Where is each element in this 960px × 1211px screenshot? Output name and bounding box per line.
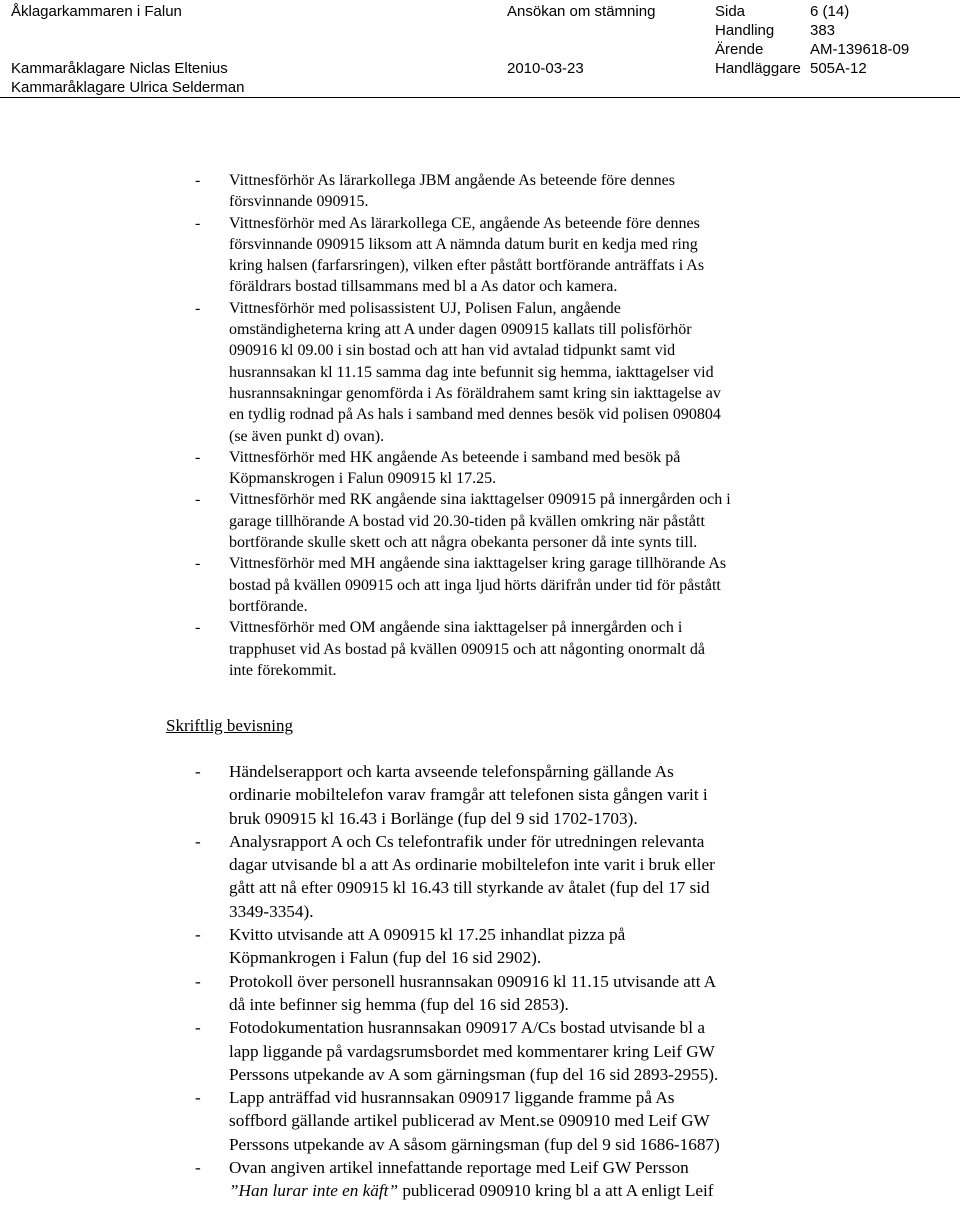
list-item <box>195 923 835 970</box>
list-dash: - <box>195 555 201 573</box>
item-line: (se även punkt d) ovan). <box>229 427 385 445</box>
list-item <box>195 617 835 681</box>
item-line: Vittnesförhör med polisassistent UJ, Polisen Falun, angående <box>229 299 621 317</box>
item-line: Köpmanskrogen i Falun 090915 kl 17.25. <box>229 470 497 488</box>
item-line: gått att nå efter 090915 kl 16.43 till styrkande av åtalet (fup del 17 sid <box>229 878 710 898</box>
item-line: Vittnesförhör med OM angående sina iakttagelser på innergården och i <box>229 619 683 637</box>
item-line: Vittnesförhör med RK angående sina iakttagelser 090915 på innergården och i <box>229 491 731 509</box>
item-line: Lapp anträffad vid husrannsakan 090917 liggande framme på As <box>229 1088 675 1108</box>
list-item <box>195 447 835 490</box>
item-line: Vittnesförhör med HK angående As beteende i samband med besök på <box>229 448 681 466</box>
item-line: husrannsakan kl 11.15 samma dag inte befunnit sig hemma, iakttagelser vid <box>229 363 714 381</box>
item-line: Protokoll över personell husrannsakan 090916 kl 11.15 utvisande att A <box>229 971 717 991</box>
item-line: bortförande skulle skett och att några obekanta personer då inte synts till. <box>229 534 698 552</box>
document-header <box>0 0 960 98</box>
item-line: 090916 kl 09.00 i sin bostad och att han vid avtalad tidpunkt samt vid <box>229 342 676 360</box>
list-dash: - <box>195 619 201 637</box>
handlaggare-label: Handläggare <box>715 60 801 77</box>
item-line: föräldrars bostad tillsammans med bl a As dator och kamera. <box>229 278 618 296</box>
item-line: Perssons utpekande av A såsom gärningsman (fup del 9 sid 1686-1687) <box>229 1134 720 1154</box>
handlaggare-value: 505A-12 <box>810 60 867 77</box>
list-item <box>195 1016 835 1086</box>
written-evidence-heading: Skriftlig bevisning <box>166 716 294 735</box>
list-dash: - <box>195 1158 201 1178</box>
item-line: då inte befinner sig hemma (fup del 16 sid 2853). <box>229 994 569 1014</box>
header-divider <box>0 97 960 98</box>
item-line: försvinnande 090915. <box>229 193 369 211</box>
list-item <box>195 213 835 298</box>
item-line: husrannsakningar genomförda i As föräldrahem samt kring sin iakttagelse av <box>229 384 721 402</box>
list-item <box>195 970 835 1017</box>
item-line: Vittnesförhör As lärarkollega JBM angående As beteende före dennes <box>229 172 676 189</box>
item-line: lapp liggande på vardagsrumsbordet med kommentarer kring Leif GW <box>229 1041 715 1061</box>
handling-value: 383 <box>810 22 836 39</box>
item-line: omständigheterna kring att A under dagen 090915 kallats till polisförhör <box>229 321 692 339</box>
list-dash: - <box>195 925 201 945</box>
item-line: trapphuset vid As bostad på kvällen 090915 och att någonting onormalt då <box>229 640 705 658</box>
list-dash: - <box>195 1088 201 1108</box>
item-line: Vittnesförhör med As lärarkollega CE, angående As beteende före dennes <box>229 214 700 232</box>
page-number: 6 (14) <box>810 3 850 20</box>
item-line: Ovan angiven artikel innefattande reportage med Leif GW Persson <box>229 1158 689 1178</box>
arende-value: AM-139618-09 <box>810 41 910 58</box>
list-dash: - <box>195 831 201 851</box>
list-dash: - <box>195 971 201 991</box>
item-line: försvinnande 090915 liksom att A nämnda datum burit en kedja med ring <box>229 235 698 253</box>
item-line: bostad på kvällen 090915 och att inga ljud hörts därifrån under tid för påstått <box>229 576 721 594</box>
prosecutor-2: Kammaråklagare Ulrica Selderman <box>11 79 245 96</box>
item-line: bortförande. <box>229 597 308 615</box>
list-item <box>195 830 835 923</box>
item-line: ordinarie mobiltelefon varav framgår att telefonen sista gången varit i <box>229 785 708 805</box>
list-dash: - <box>195 214 201 232</box>
item-line: en tydlig rodnad på As hals i samband med dennes besök vid polisen 090804 <box>229 406 721 424</box>
prosecutor-1: Kammaråklagare Niclas Eltenius <box>11 60 228 77</box>
list-dash: - <box>195 1018 201 1038</box>
page-label: Sida <box>715 3 746 20</box>
list-dash: - <box>195 762 201 781</box>
item-line: Perssons utpekande av A som gärningsman (fup del 16 sid 2893-2955). <box>229 1064 719 1084</box>
list-item <box>195 298 835 447</box>
arende-label: Ärende <box>715 41 764 58</box>
document-date: 2010-03-23 <box>507 60 584 77</box>
item-line: Händelserapport och karta avseende telefonspårning gällande As <box>229 762 674 781</box>
witness-examination-list <box>195 170 835 681</box>
list-item <box>195 553 835 617</box>
item-line: publicerad 090910 kring bl a att A enligt Leif <box>398 1181 714 1201</box>
authority-name: Åklagarkammaren i Falun <box>11 3 182 20</box>
item-line: Kvitto utvisande att A 090915 kl 17.25 inhandlat pizza på <box>229 925 626 945</box>
item-line: dagar utvisande bl a att As ordinarie mobiltelefon inte varit i bruk eller <box>229 855 715 875</box>
document-type: Ansökan om stämning <box>507 3 656 20</box>
list-item <box>195 1156 835 1203</box>
list-dash: - <box>195 172 201 189</box>
item-line: inte förekommit. <box>229 661 337 679</box>
item-line: 3349-3354). <box>229 901 314 921</box>
item-line: garage tillhörande A bostad vid 20.30-tiden på kvällen omkring när påstått <box>229 512 705 530</box>
list-dash: - <box>195 448 201 466</box>
handling-label: Handling <box>715 22 775 39</box>
list-item <box>195 760 835 830</box>
written-evidence-list <box>195 760 835 1203</box>
item-line: Fotodokumentation husrannsakan 090917 A/Cs bostad utvisande bl a <box>229 1018 705 1038</box>
list-item <box>195 489 835 553</box>
item-line: Köpmankrogen i Falun (fup del 16 sid 2902). <box>229 948 542 968</box>
article-quote: ”Han lurar inte en käft” <box>229 1181 399 1201</box>
item-line: soffbord gällande artikel publicerad av Ment.se 090910 med Leif GW <box>229 1111 710 1131</box>
list-item <box>195 1086 835 1156</box>
item-line: Analysrapport A och Cs telefontrafik under för utredningen relevanta <box>229 831 705 851</box>
list-item <box>195 170 835 213</box>
list-dash: - <box>195 299 201 317</box>
item-line: bruk 090915 kl 16.43 i Borlänge (fup del 9 sid 1702-1703). <box>229 808 638 828</box>
list-dash: - <box>195 491 201 509</box>
item-line: Vittnesförhör med MH angående sina iakttagelser kring garage tillhörande As <box>229 555 727 573</box>
item-line: kring halsen (farfarsringen), vilken efter påstått bortförande anträffats i As <box>229 257 705 275</box>
